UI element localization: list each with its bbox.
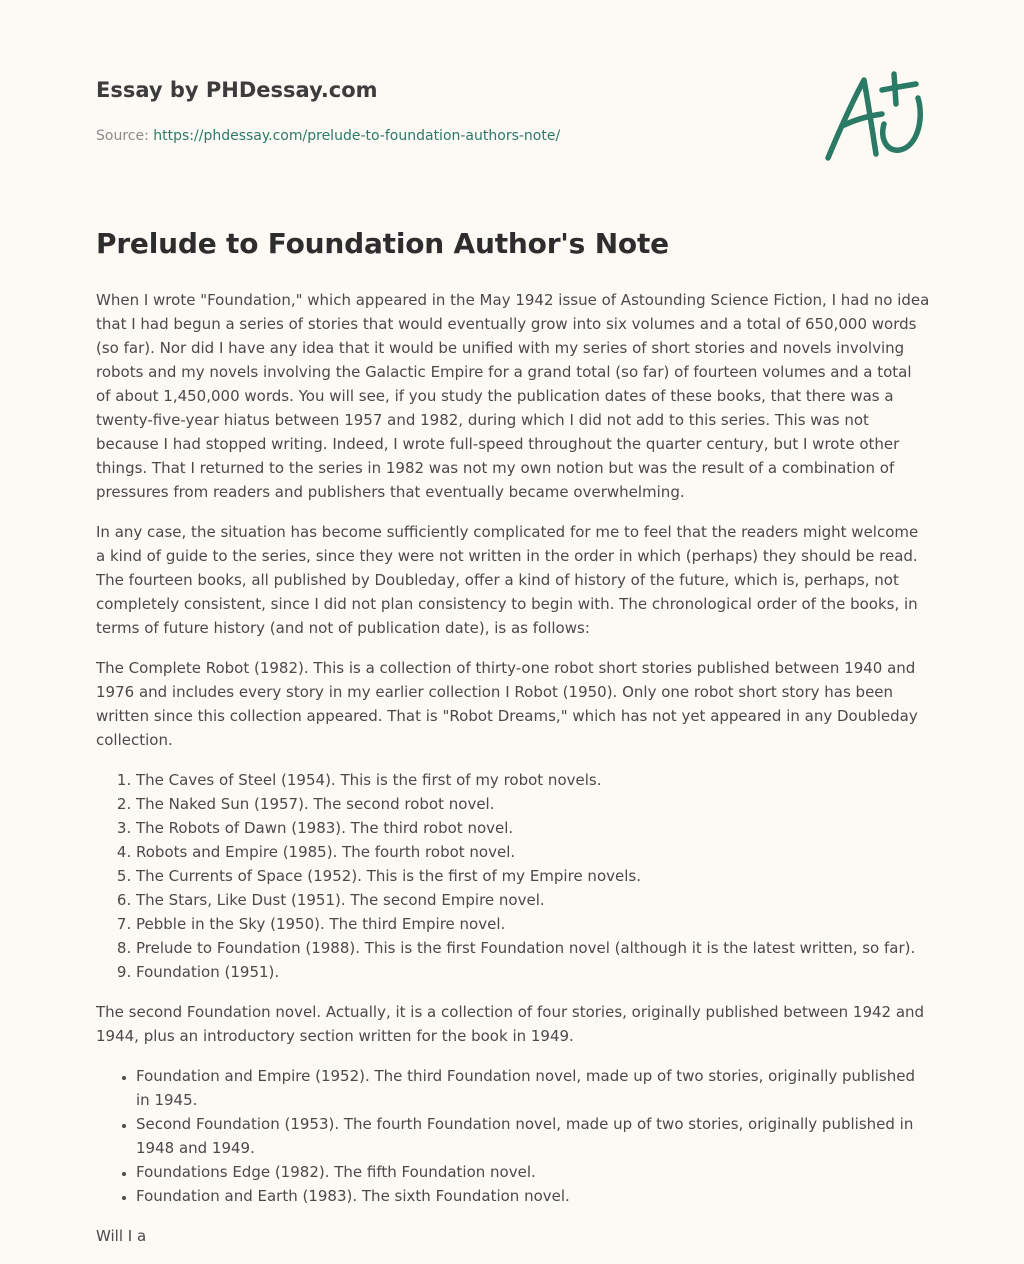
paragraph: In any case, the situation has become sufficiently complicated for me to feel that the readers might welcome a kind of guide to the series, since they were not written in the order in which (perhaps) they should be read. The fourteen books, all published by Doubleday, offer a kind of history of the future, which is, perhaps, not completely consistent, since I did not plan consistency to begin with. The chronological order of the books, in terms of future history (and not of publication date), is as follows: (96, 523, 919, 637)
source-label: Source: (96, 128, 149, 144)
article-title: Prelude to Foundation Author's Note (96, 227, 669, 260)
list-item: 2. The Naked Sun (1957). The second robot novel. (136, 792, 930, 816)
list-item: • Second Foundation (1953). The fourth Foundation novel, made up of two stories, originally published in 1948 and 1949. (136, 1112, 930, 1160)
list-item: 6. The Stars, Like Dust (1951). The second Empire novel. (136, 888, 930, 912)
list-item: 5. The Currents of Space (1952). This is the first of my Empire novels. (136, 864, 930, 888)
paragraph: The Complete Robot (1982). This is a collection of thirty-one robot short stories published between 1940 and 1976 and includes every story in my earlier collection I Robot (1950). Only one robot short story has been written since this collection appeared. That is "Robot Dreams," which has not yet appeared in any Doubleday collection. (96, 659, 918, 749)
trailing-text: Will I a (96, 1227, 147, 1245)
article (96, 225, 930, 1264)
paragraph: When I wrote "Foundation," which appeared in the May 1942 issue of Astounding Science Fiction, I had no idea that I had begun a series of stories that would eventually grow into six volumes and a total of 650,000 words (so far). Nor did I have any idea that it would be unified with my series of short stories and novels involving robots and my novels involving the Galactic Empire for a grand total (so far) of fourteen volumes and a total of about 1,450,000 words. You will see, if you study the publication dates of these books, that there was a twenty-five-year hiatus between 1957 and 1982, during which I did not add to this series. This was not because I had stopped writing. Indeed, I wrote full-speed throughout the quarter century, but I wrote other things. That I returned to the series in 1982 was not my own notion but was the result of a combination of pressures from readers and publishers that eventually became overwhelming. (96, 291, 930, 501)
list-item: • Foundation and Earth (1983). The sixth Foundation novel. (136, 1184, 930, 1208)
a-plus-logo-icon (820, 66, 930, 166)
list-item: • Foundation and Empire (1952). The third Foundation novel, made up of two stories, originally published in 1945. (136, 1064, 930, 1112)
list-item: 9. Foundation (1951). (136, 960, 930, 984)
list-item: 4. Robots and Empire (1985). The fourth robot novel. (136, 840, 930, 864)
list-item: 1. The Caves of Steel (1954). This is the first of my robot novels. (136, 768, 930, 792)
paragraph: The second Foundation novel. Actually, it is a collection of four stories, originally published between 1942 and 1944, plus an introductory section written for the book in 1949. (96, 1003, 925, 1045)
list-item: 7. Pebble in the Sky (1950). The third Empire novel. (136, 912, 930, 936)
bullet-book-list (96, 1064, 930, 1208)
ordered-book-list (96, 768, 930, 984)
header (96, 76, 796, 146)
source-line (96, 126, 796, 146)
brand-title: Essay by PHDessay.com (96, 78, 378, 102)
list-item: 3. The Robots of Dawn (1983). The third robot novel. (136, 816, 930, 840)
list-item: 8. Prelude to Foundation (1988). This is the first Foundation novel (although it is the latest written, so far). (136, 936, 930, 960)
list-item: • Foundations Edge (1982). The fifth Foundation novel. (136, 1160, 930, 1184)
source-link[interactable]: https://phdessay.com/prelude-to-foundation-authors-note/ (153, 128, 561, 144)
